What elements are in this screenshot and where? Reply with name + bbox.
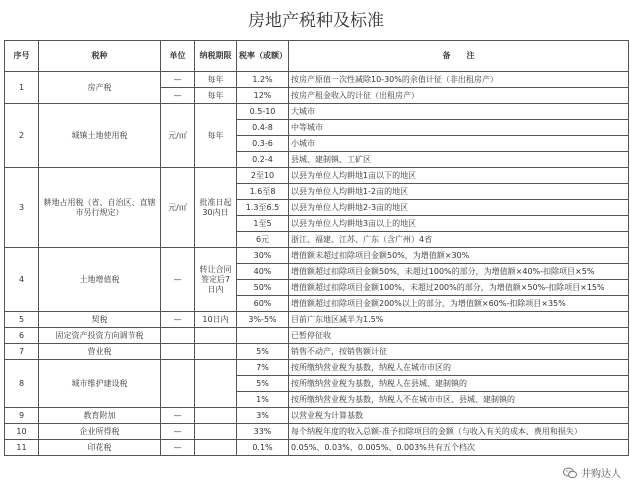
row-note: 小城市 bbox=[289, 136, 629, 152]
page-title: 房地产税种及标准 bbox=[248, 11, 384, 31]
row-note: 增值额未超过扣除项目金额50%，为增值额×30% bbox=[289, 248, 629, 264]
row-rate: 3% bbox=[237, 408, 289, 424]
row-note: 增值额超过扣除项目金额50%，未超过100%的部分，为增值额×40%-扣除项目×5% bbox=[289, 264, 629, 280]
row-no: 3 bbox=[5, 168, 39, 248]
row-rate: 40% bbox=[237, 264, 289, 280]
row-note: 按所缴纳营业税为基数，纳税人不在城市市区、县城、建制镇的 bbox=[289, 392, 629, 408]
table-row bbox=[5, 344, 629, 360]
header-rate: 税率（或额） bbox=[237, 41, 289, 72]
row-rate: 3%-5% bbox=[237, 312, 289, 328]
row-period: 每年 bbox=[195, 72, 237, 88]
table-row bbox=[5, 72, 629, 88]
row-note: 以县为单位人均耕地2-3亩的地区 bbox=[289, 200, 629, 216]
row-tax: 耕地占用税（省、自治区、直辖市另行规定） bbox=[39, 168, 161, 248]
row-rate: 30% bbox=[237, 248, 289, 264]
row-tax: 契税 bbox=[39, 312, 161, 328]
row-period: 转让合同签定后7日内 bbox=[195, 248, 237, 312]
row-tax: 印花税 bbox=[39, 440, 161, 456]
row-unit: — bbox=[161, 72, 195, 88]
row-period bbox=[195, 360, 237, 408]
row-rate: 0.2-4 bbox=[237, 152, 289, 168]
header-row bbox=[5, 41, 629, 72]
row-unit: — bbox=[161, 248, 195, 312]
row-note: 按所缴纳营业税为基数，纳税人在城市市区的 bbox=[289, 360, 629, 376]
row-rate: 0.1% bbox=[237, 440, 289, 456]
row-note: 大城市 bbox=[289, 104, 629, 120]
header-unit: 单位 bbox=[161, 41, 195, 72]
row-tax: 教育附加 bbox=[39, 408, 161, 424]
row-no: 7 bbox=[5, 344, 39, 360]
row-period bbox=[195, 328, 237, 344]
row-tax: 房产税 bbox=[39, 72, 161, 104]
row-rate: 1.6至8 bbox=[237, 184, 289, 200]
row-rate: 2至10 bbox=[237, 168, 289, 184]
row-rate: 1.3至6.5 bbox=[237, 200, 289, 216]
row-note: 县城、建制镇、工矿区 bbox=[289, 152, 629, 168]
table-row bbox=[5, 408, 629, 424]
row-rate: 33% bbox=[237, 424, 289, 440]
row-no: 8 bbox=[5, 360, 39, 408]
header-no: 序号 bbox=[5, 41, 39, 72]
row-tax: 营业税 bbox=[39, 344, 161, 360]
row-period bbox=[195, 424, 237, 440]
table-row bbox=[5, 440, 629, 456]
row-note: 增值额超过扣除项目金额200%以上的部分，为增值额×60%-扣除项目×35% bbox=[289, 296, 629, 312]
row-rate: 1% bbox=[237, 392, 289, 408]
table-row bbox=[5, 424, 629, 440]
row-rate: 6元 bbox=[237, 232, 289, 248]
row-no: 6 bbox=[5, 328, 39, 344]
row-note: 0.05%、0.03%、0.005%、0.003%共有五个档次 bbox=[289, 440, 629, 456]
row-unit: 元/㎡ bbox=[161, 168, 195, 248]
row-note: 浙江、福建、江苏、广东（含广州）4省 bbox=[289, 232, 629, 248]
row-unit bbox=[161, 328, 195, 344]
row-rate: 7% bbox=[237, 360, 289, 376]
row-no: 5 bbox=[5, 312, 39, 328]
row-unit: 元/㎡ bbox=[161, 104, 195, 168]
row-note: 以县为单位人均耕地3亩以上的地区 bbox=[289, 216, 629, 232]
row-period bbox=[195, 408, 237, 424]
row-period: 10日内 bbox=[195, 312, 237, 328]
row-rate: 1.2% bbox=[237, 72, 289, 88]
row-unit: — bbox=[161, 312, 195, 328]
row-note: 销售不动产，按销售额计征 bbox=[289, 344, 629, 360]
row-note: 增值额超过扣除项目金额100%，未超过200%的部分，为增值额×50%-扣除项目×15% bbox=[289, 280, 629, 296]
row-rate bbox=[237, 328, 289, 344]
row-note: 每个纳税年度的收入总额-准予扣除项目的金额（与收入有关的成本、费用和损失） bbox=[289, 424, 629, 440]
row-tax: 企业所得税 bbox=[39, 424, 161, 440]
header-period: 纳税期限 bbox=[195, 41, 237, 72]
row-period: 每年 bbox=[195, 104, 237, 168]
row-unit: — bbox=[161, 424, 195, 440]
watermark-text: 井购达人 bbox=[581, 469, 621, 480]
row-note: 目前广东地区减半为1.5% bbox=[289, 312, 629, 328]
row-note: 按所缴纳营业税为基数，纳税人在县城、建制镇的 bbox=[289, 376, 629, 392]
tax-table bbox=[4, 40, 629, 456]
wechat-icon bbox=[563, 467, 577, 479]
table-row bbox=[5, 104, 629, 120]
row-rate: 5% bbox=[237, 344, 289, 360]
table-row bbox=[5, 360, 629, 376]
row-no: 11 bbox=[5, 440, 39, 456]
row-no: 9 bbox=[5, 408, 39, 424]
row-rate: 60% bbox=[237, 296, 289, 312]
row-unit: — bbox=[161, 88, 195, 104]
header-tax: 税种 bbox=[39, 41, 161, 72]
row-tax: 城镇土地使用税 bbox=[39, 104, 161, 168]
row-no: 10 bbox=[5, 424, 39, 440]
row-unit: — bbox=[161, 440, 195, 456]
watermark bbox=[560, 464, 624, 481]
row-note: 以县为单位人均耕地1-2亩的地区 bbox=[289, 184, 629, 200]
row-period bbox=[195, 440, 237, 456]
row-rate: 0.5-10 bbox=[237, 104, 289, 120]
row-rate: 0.3-6 bbox=[237, 136, 289, 152]
row-rate: 1至5 bbox=[237, 216, 289, 232]
row-tax: 固定资产投资方向调节税 bbox=[39, 328, 161, 344]
row-no: 1 bbox=[5, 72, 39, 104]
row-rate: 50% bbox=[237, 280, 289, 296]
table-row bbox=[5, 168, 629, 184]
row-note: 以营业税为计算基数 bbox=[289, 408, 629, 424]
row-note: 按房产原值一次性减除10-30%的余值计征（非出租房产） bbox=[289, 72, 629, 88]
header-note: 备 注 bbox=[289, 41, 629, 72]
row-unit: — bbox=[161, 408, 195, 424]
row-period: 每年 bbox=[195, 88, 237, 104]
table-row bbox=[5, 312, 629, 328]
row-period bbox=[195, 344, 237, 360]
row-period: 批准日起30内日 bbox=[195, 168, 237, 248]
row-rate: 12% bbox=[237, 88, 289, 104]
table-row bbox=[5, 248, 629, 264]
row-rate: 0.4-8 bbox=[237, 120, 289, 136]
row-note: 中等城市 bbox=[289, 120, 629, 136]
row-note: 已暂停征收 bbox=[289, 328, 629, 344]
row-tax: 城市维护建设税 bbox=[39, 360, 161, 408]
row-unit bbox=[161, 360, 195, 408]
row-rate: 5% bbox=[237, 376, 289, 392]
row-unit bbox=[161, 344, 195, 360]
row-tax: 土地增值税 bbox=[39, 248, 161, 312]
row-no: 4 bbox=[5, 248, 39, 312]
row-note: 以县为单位人均耕地1亩以下的地区 bbox=[289, 168, 629, 184]
row-no: 2 bbox=[5, 104, 39, 168]
row-note: 按房产租金收入的计征（出租房产） bbox=[289, 88, 629, 104]
table-row bbox=[5, 328, 629, 344]
